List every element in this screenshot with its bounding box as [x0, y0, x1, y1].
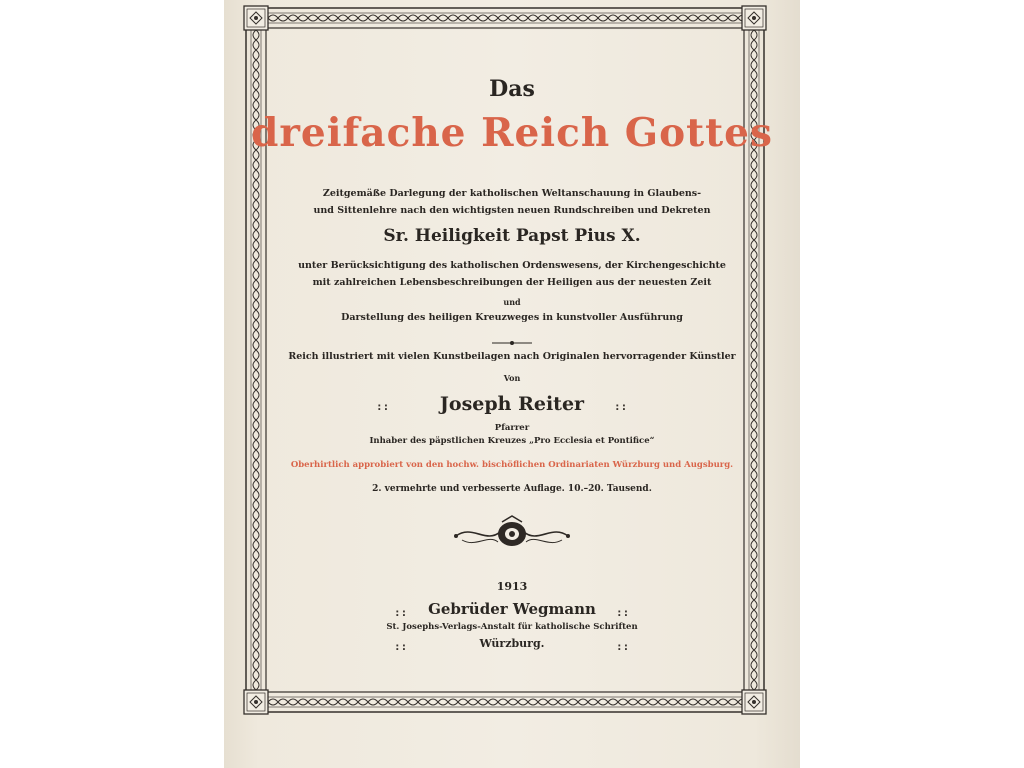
- book-title-page: [224, 0, 800, 768]
- author-honor: Inhaber des päpstlichen Kreuzes „Pro Ecclesia et Pontifice“: [369, 436, 655, 446]
- floral-vignette: [452, 514, 572, 554]
- publisher-subtitle: St. Josephs-Verlags-Anstalt für katholische Schriften: [386, 622, 638, 632]
- colon-ornament-right: ::: [616, 606, 630, 619]
- city: Würzburg.: [479, 637, 545, 650]
- main-title: dreifache Reich Gottes: [251, 110, 773, 156]
- author-name: Joseph Reiter: [439, 393, 585, 415]
- approval-line: Oberhirtlich approbiert von den hochw. bischöflichen Ordinariaten Würzburg und Augsburg.: [290, 460, 734, 470]
- year: 1913: [496, 580, 528, 593]
- author-title: Pfarrer: [494, 423, 530, 433]
- title-das: Das: [489, 76, 535, 102]
- desc-line-1: unter Berücksichtigung des katholischen Ordenswesens, der Kirchengeschichte: [298, 260, 726, 271]
- colon-ornament-left: ::: [394, 640, 408, 653]
- colon-ornament-right: ::: [616, 640, 630, 653]
- illustrated-line: Reich illustriert mit vielen Kunstbeilagen nach Originalen hervorragender Künstler: [288, 351, 736, 362]
- colon-ornament-right: ::: [614, 400, 628, 413]
- colon-ornament-left: ::: [394, 606, 408, 619]
- subtitle-line-1: Zeitgemäße Darlegung der katholischen Weltanschauung in Glaubens-: [322, 188, 702, 199]
- und-line: und: [503, 297, 521, 307]
- pope-line: Sr. Heiligkeit Papst Pius X.: [383, 226, 641, 246]
- edition-line: 2. vermehrte und verbesserte Auflage. 10.–20. Tausend.: [372, 484, 652, 494]
- desc-line-2: mit zahlreichen Lebensbeschreibungen der Heiligen aus der neuesten Zeit: [312, 277, 712, 288]
- subtitle-line-2: und Sittenlehre nach den wichtigsten neuen Rundschreiben und Dekreten: [313, 205, 711, 216]
- colon-ornament-left: ::: [376, 400, 390, 413]
- desc-line-3: Darstellung des heiligen Kreuzweges in kunstvoller Ausführung: [341, 312, 683, 323]
- publisher-name: Gebrüder Wegmann: [428, 600, 596, 618]
- von-line: Von: [503, 373, 521, 383]
- divider-rule: [492, 340, 532, 346]
